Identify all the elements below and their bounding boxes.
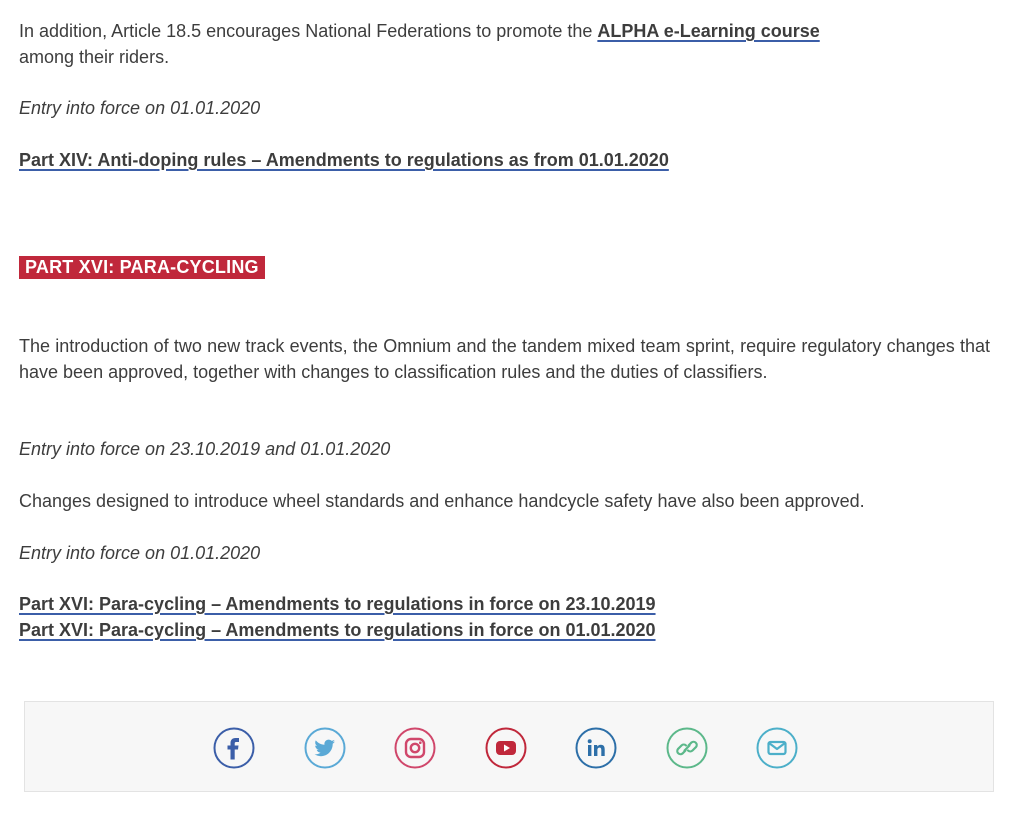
youtube-icon[interactable]	[485, 727, 527, 769]
intro-text: In addition, Article 18.5 encourages National Federations to promote the	[19, 21, 598, 41]
anti-doping-amendments-link[interactable]: Part XIV: Anti-doping rules – Amendments to regulations as from 01.01.2020	[19, 150, 669, 170]
instagram-icon[interactable]	[394, 727, 436, 769]
email-icon[interactable]	[756, 727, 798, 769]
facebook-icon[interactable]	[213, 727, 255, 769]
intro-paragraph	[19, 18, 990, 70]
section-heading	[19, 256, 265, 279]
social-icons-row	[213, 727, 798, 769]
intro-text-end: among their riders.	[19, 47, 170, 67]
alpha-elearning-link[interactable]: ALPHA e-Learning course	[597, 21, 820, 41]
para-cycling-badge: PART XVI: PARA-CYCLING	[19, 256, 265, 279]
link-icon[interactable]	[666, 727, 708, 769]
para-cycling-amendments-2020-link[interactable]: Part XVI: Para-cycling – Amendments to regulations in force on 01.01.2020	[19, 620, 656, 640]
para-cycling-intro: The introduction of two new track events, the Omnium and the tandem mixed team sprint, require regulatory changes that have been approved, together with changes to classification rules and the duties of classifiers.	[19, 336, 990, 382]
wheel-standards-paragraph: Changes designed to introduce wheel standards and enhance handcycle safety have also been approved.	[19, 491, 865, 511]
entry-into-force-3: Entry into force on 01.01.2020	[19, 543, 261, 563]
twitter-icon[interactable]	[304, 727, 346, 769]
para-cycling-amendments-2019-link[interactable]: Part XVI: Para-cycling – Amendments to regulations in force on 23.10.2019	[19, 594, 656, 614]
linkedin-icon[interactable]	[575, 727, 617, 769]
link-paragraph-doping	[19, 147, 669, 173]
link-paragraph-para-1	[19, 591, 656, 617]
social-footer	[24, 701, 994, 792]
entry-into-force-2: Entry into force on 23.10.2019 and 01.01.2020	[19, 439, 391, 459]
link-paragraph-para-2	[19, 617, 656, 643]
entry-into-force-1: Entry into force on 01.01.2020	[19, 98, 261, 118]
